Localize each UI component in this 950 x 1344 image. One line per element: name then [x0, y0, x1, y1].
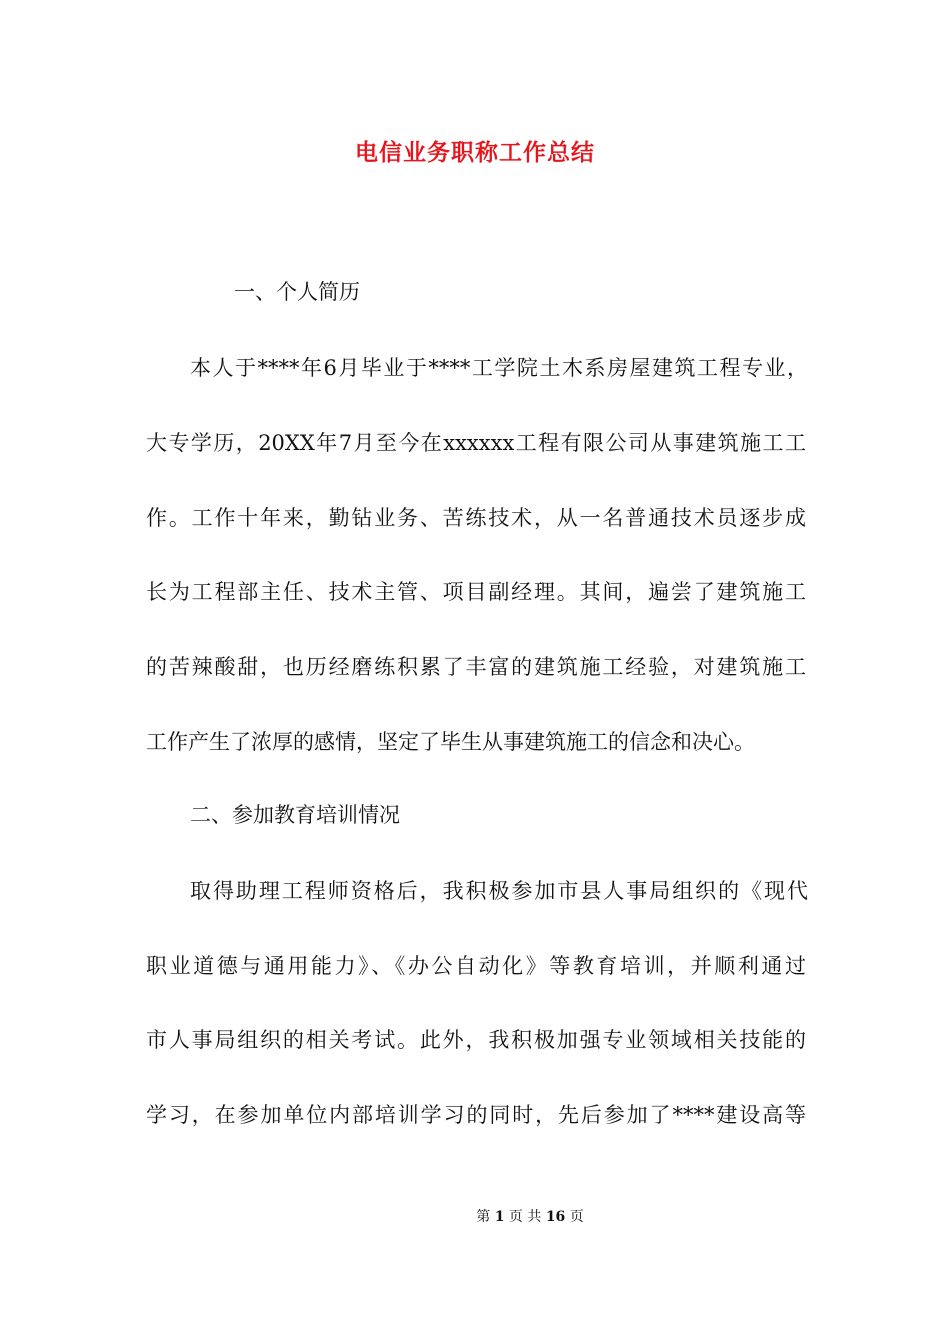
footer-prefix: 第 — [476, 1209, 491, 1225]
paragraph-line: 市人事局组织的相关考试。此外，我积极加强专业领域相关技能的 — [146, 1028, 806, 1052]
paragraph-line: 学习，在参加单位内部培训学习的同时，先后参加了****建设高等 — [146, 1103, 806, 1127]
paragraph-line: 本人于****年6月毕业于****工学院土木系房屋建筑工程专业， — [190, 356, 808, 380]
section-heading-resume: 一、个人简历 — [234, 280, 360, 304]
footer-page-number: 1 — [494, 1209, 505, 1225]
paragraph-line: 取得助理工程师资格后，我积极参加市县人事局组织的《现代 — [190, 879, 808, 903]
footer-suffix: 页 — [569, 1209, 584, 1225]
paragraph-line: 大专学历，20XX年7月至今在xxxxxx工程有限公司从事建筑施工工 — [146, 431, 806, 455]
paragraph-line: 职业道德与通用能力》、《办公自动化》等教育培训，并顺利通过 — [146, 954, 806, 978]
paragraph-line: 长为工程部主任、技术主管、项目副经理。其间，遍尝了建筑施工 — [146, 580, 806, 604]
paragraph-line: 工作产生了浓厚的感情，坚定了毕生从事建筑施工的信念和决心。 — [146, 730, 755, 754]
section-heading-training: 二、参加教育培训情况 — [190, 803, 400, 827]
footer-total-pages: 16 — [545, 1209, 566, 1225]
paragraph-line: 作。工作十年来，勤钻业务、苦练技术，从一名普通技术员逐步成 — [146, 506, 806, 530]
paragraph-line: 的苦辣酸甜，也历经磨练积累了丰富的建筑施工经验，对建筑施工 — [146, 655, 806, 679]
document-title: 电信业务职称工作总结 — [355, 140, 595, 166]
page-footer — [0, 1206, 950, 1226]
footer-middle: 页 共 — [508, 1209, 542, 1225]
